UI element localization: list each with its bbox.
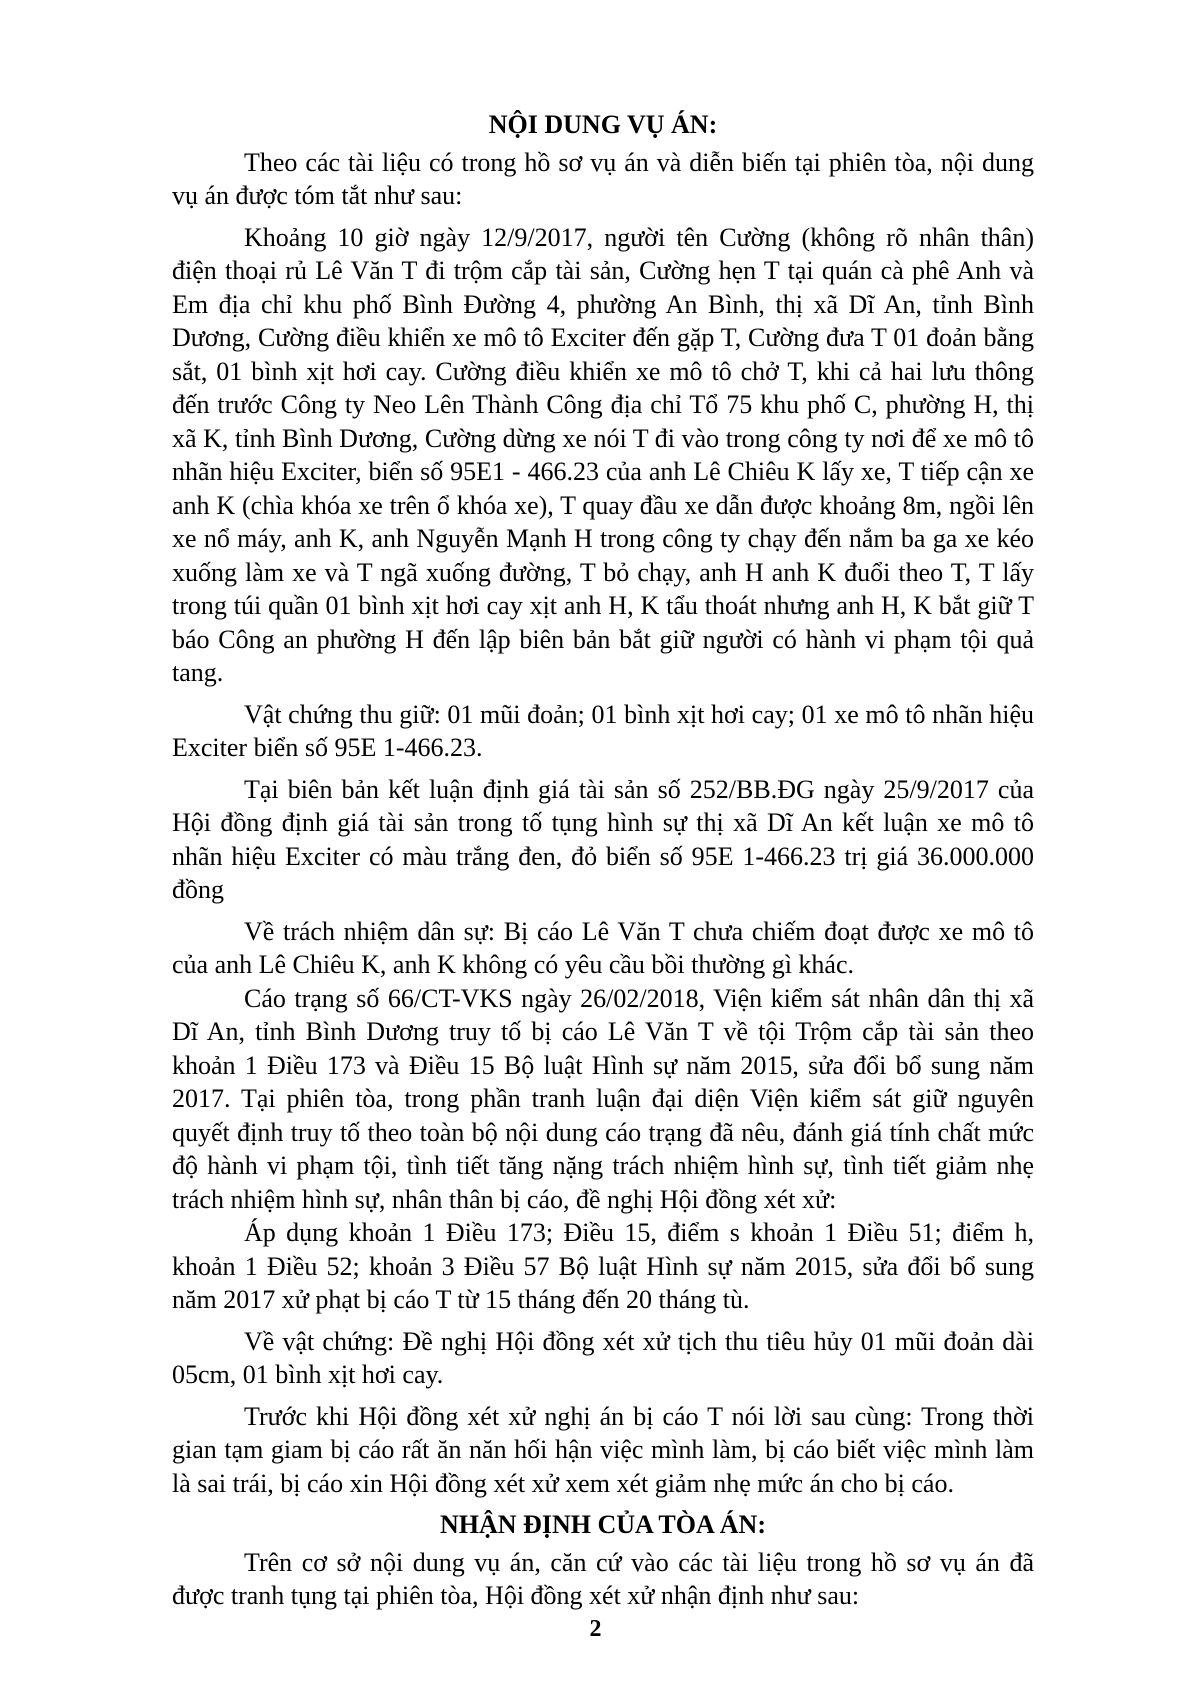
paragraph-civil-liability: Về trách nhiệm dân sự: Bị cáo Lê Văn T chưa chiếm đoạt được xe mô tô của anh Lê Chiêu K, anh K không có yêu cầu bồi thường gì khác. <box>172 916 1034 979</box>
document-page <box>172 108 1034 1621</box>
paragraph-court-basis: Trên cơ sở nội dung vụ án, căn cứ vào các tài liệu trong hồ sơ vụ án đã được tranh tụng tại phiên tòa, Hội đồng xét xử nhận định như sau: <box>172 1547 1034 1610</box>
section-heading-court-findings: NHẬN ĐỊNH CỦA TÒA ÁN: <box>440 1510 766 1539</box>
paragraph-applied-law: Áp dụng khoản 1 Điều 173; Điều 15, điểm s khoản 1 Điều 51; điểm h, khoản 1 Điều 52; khoản 3 Điều 57 Bộ luật Hình sự năm 2015, sửa đổi bổ sung năm 2017 xử phạt bị cáo T từ 15 tháng đến 20 tháng tù. <box>172 1218 1034 1314</box>
paragraph-indictment: Cáo trạng số 66/CT-VKS ngày 26/02/2018, Viện kiểm sát nhân dân thị xã Dĩ An, tỉnh Bình Dương truy tố bị cáo Lê Văn T về tội Trộm cắp tài sản theo khoản 1 Điều 173 và Điều 15 Bộ luật Hình sự năm 2015, sửa đổi bổ sung năm 2017. Tại phiên tòa, trong phần tranh luận đại diện Viện kiểm sát giữ nguyên quyết định truy tố theo toàn bộ nội dung cáo trạng đã nêu, đánh giá tính chất mức độ hành vi phạm tội, tình tiết tăng nặng trách nhiệm hình sự, tình tiết giảm nhẹ trách nhiệm hình sự, nhân thân bị cáo, đề nghị Hội đồng xét xử: <box>172 983 1034 1214</box>
section-heading-case-content: NỘI DUNG VỤ ÁN: <box>488 110 718 139</box>
paragraph-intro: Theo các tài liệu có trong hồ sơ vụ án và diễn biến tại phiên tòa, nội dung vụ án được tóm tắt như sau: <box>172 147 1034 210</box>
paragraph-last-words: Trước khi Hội đồng xét xử nghị án bị cáo T nói lời sau cùng: Trong thời gian tạm giam bị cáo rất ăn năn hối hận việc mình làm, bị cáo biết việc mình làm là sai trái, bị cáo xin Hội đồng xét xử xem xét giảm nhẹ mức án cho bị cáo. <box>172 1401 1034 1498</box>
paragraph-evidence-seized: Vật chứng thu giữ: 01 mũi đoản; 01 bình xịt hơi cay; 01 xe mô tô nhãn hiệu Exciter biển số 95E 1-466.23. <box>172 699 1034 762</box>
paragraph-valuation: Tại biên bản kết luận định giá tài sản số 252/BB.ĐG ngày 25/9/2017 của Hội đồng định giá tài sản trong tố tụng hình sự thị xã Dĩ An kết luận xe mô tô nhãn hiệu Exciter có màu trắng đen, đỏ biển số 95E 1-466.23 trị giá 36.000.000 đồng <box>172 774 1034 904</box>
paragraph-incident: Khoảng 10 giờ ngày 12/9/2017, người tên Cường (không rõ nhân thân) điện thoại rủ Lê Văn T đi trộm cắp tài sản, Cường hẹn T tại quán cà phê Anh và Em địa chỉ khu phố Bình Đường 4, phường An Bình, thị xã Dĩ An, tỉnh Bình Dương, Cường điều khiển xe mô tô Exciter đến gặp T, Cường đưa T 01 đoản bằng sắt, 01 bình xịt hơi cay. Cường điều khiển xe mô tô chở T, khi cả hai lưu thông đến trước Công ty Neo Lên Thành Công địa chỉ Tổ 75 khu phố C, phường H, thị xã K, tỉnh Bình Dương, Cường dừng xe nói T đi vào trong công ty nơi để xe mô tô nhãn hiệu Exciter, biển số 95E1 - 466.23 của anh Lê Chiêu K lấy xe, T tiếp cận xe anh K (chìa khóa xe trên ổ khóa xe), T quay đầu xe dẫn được khoảng 8m, ngồi lên xe nổ máy, anh K, anh Nguyễn Mạnh H trong công ty chạy đến nắm ba ga xe kéo xuống làm xe và T ngã xuống đường, T bỏ chạy, anh H anh K đuổi theo T, T lấy trong túi quần 01 bình xịt hơi cay xịt anh H, K tẩu thoát nhưng anh H, K bắt giữ T báo Công an phường H đến lập biên bản bắt giữ người có hành vi phạm tội quả tang. <box>172 222 1034 687</box>
paragraph-evidence-disposal: Về vật chứng: Đề nghị Hội đồng xét xử tịch thu tiêu hủy 01 mũi đoản dài 05cm, 01 bình xịt hơi cay. <box>172 1326 1034 1389</box>
page-number: 2 <box>589 1616 602 1642</box>
